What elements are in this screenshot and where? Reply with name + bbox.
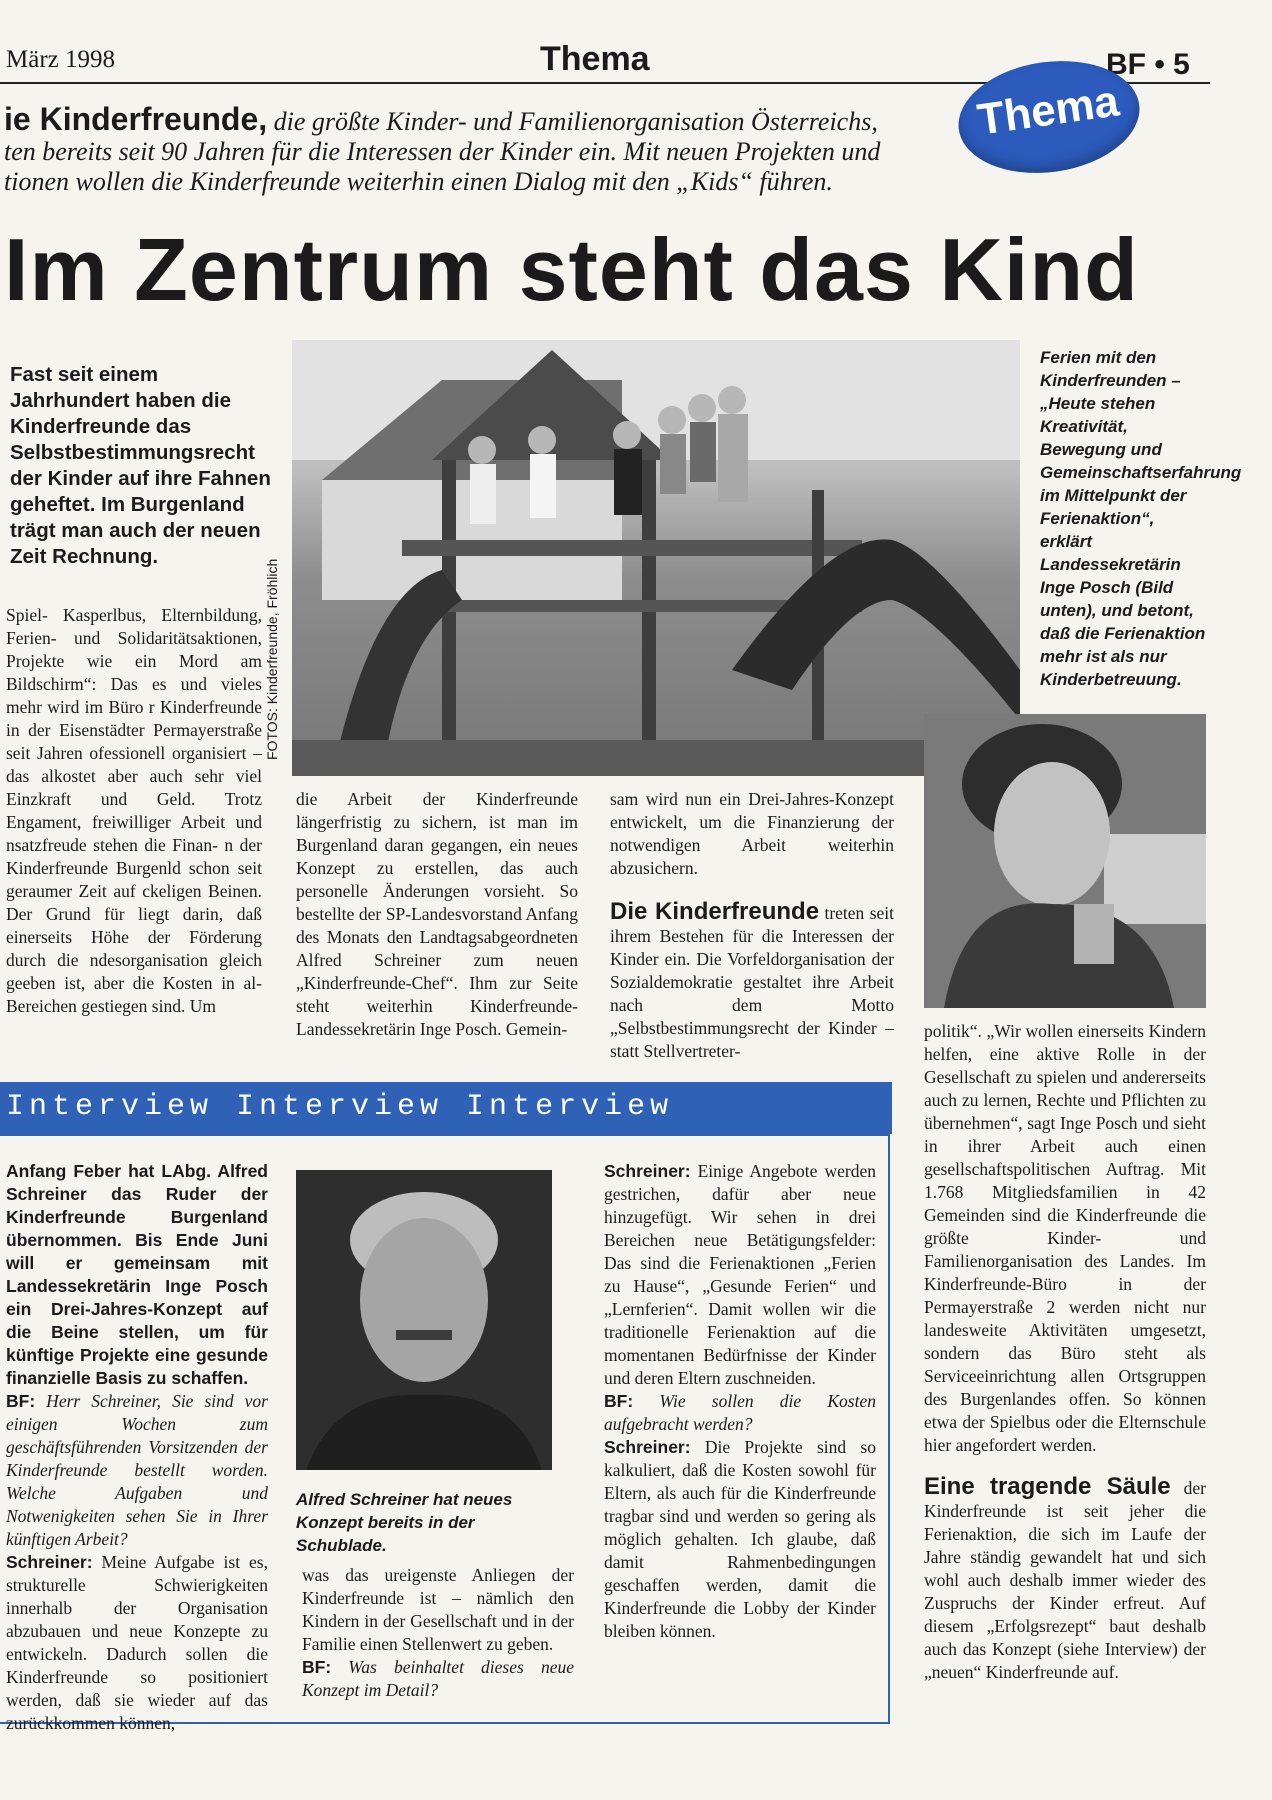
- issue-date: März 1998: [6, 46, 115, 73]
- photo-children-playground: [292, 340, 1020, 776]
- article-column-2: [296, 788, 578, 1078]
- interview-column-1: [6, 1160, 268, 1733]
- column-3-body: treten seit ihrem Bestehen für die Interessen der Kinder ein. Die Vorfeldorganisation der Sozialdemokratie gestaltet ihre Arbeit nach dem Motto „Selbstbestimmungsrecht der Kinder – statt Stellvertreter-: [610, 903, 895, 1061]
- interview-answer-2: Einige Angebote werden gestrichen, dafür aber neue hinzugefügt. Wir sehen in drei Bereichen neue Betätigungsfelder: Das sind die Ferienaktionen „Ferien zu Hause“, „Gesunde Ferien“ und „Lernferien“. Damit wollen wir die traditionelle Ferienaktion auf die momentanen Bedürfnisse der Kinder und deren Eltern zuschneiden.: [604, 1161, 876, 1388]
- intro-line-3: tionen wollen die Kinderfreunde weiterhin einen Dialog mit den „Kids“ führen.: [4, 167, 833, 196]
- interview-intro: Anfang Feber hat LAbg. Alfred Schreiner das Ruder der Kinderfreunde Burgenland übernommen. Bis Ende Juni will er gemeinsam mit Landessekretärin Inge Posch ein Drei-Jahres-Konzept auf die Beine stellen, um für künftige Projekte eine gesunde finanzielle Basis zu schaffen.: [6, 1161, 268, 1388]
- column-3-top: sam wird nun ein Drei-Jahres-Konzept entwickelt, um die Finanzierung der notwendigen Arbeit weiterhin abzusichern.: [610, 789, 894, 878]
- column-2-text: die Arbeit der Kinderfreunde längerfristig zu sichern, ist man im Burgenland daran gegangen, ein neues Konzept zu erstellen, das auch personelle Änderungen vorsieht. So bestellte der SP-Landesvorstand Anfang des Monats den Landtagsabgeordneten Alfred Schreiner zum neuen „Kinderfreunde-Chef“. Ihm zur Seite steht weiterhin Kinderfreunde-Landessekretärin Inge Posch. Gemein-: [296, 789, 578, 1039]
- interview-photo-caption: Alfred Schreiner hat neues Konzept bereits in der Schublade.: [296, 1490, 513, 1555]
- page-number: BF • 5: [1106, 48, 1190, 81]
- bf-label-2: BF:: [302, 1657, 332, 1677]
- bf-label-3: BF:: [604, 1391, 634, 1411]
- interview-mid-text: was das ureigenste Anliegen der Kinderfreunde ist – nämlich den Kindern in der Gesellschaft und in der Familie einen Stellenwert zu geben.: [302, 1565, 574, 1654]
- interview-answer-1: Meine Aufgabe ist es, strukturelle Schwierigkeiten innerhalb der Organisation abzubauen und neue Konzepte zu entwickeln. Dadurch sollen die Kinderfreunde so positioniert werden, daß sie wieder auf das zurückkommen können,: [6, 1552, 268, 1733]
- schreiner-label-2: Schreiner:: [604, 1161, 691, 1181]
- portrait-illustration: [924, 714, 1206, 1008]
- intro-line-1: die größte Kinder- und Familienorganisation Österreichs,: [267, 107, 878, 136]
- article-column-1: [6, 604, 262, 1074]
- photo-credit-text: FOTOS: Kinderfreunde, Fröhlich: [264, 558, 280, 760]
- photo-caption-ferien: Ferien mit den Kinderfreunden – „Heute stehen Kreativität, Bewegung und Gemeinschaftserfahrung im Mittelpunkt der Ferienaktion“, erklärt Landessekretärin Inge Posch (Bild unten), und betont, daß die Ferienaktion mehr ist als nur Kinderbetreuung.: [1040, 348, 1242, 689]
- interview-question-1: Herr Schreiner, Sie sind vor einigen Wochen zum geschäftsführenden Vorsitzenden der Kinderfreunde bestellt worden. Welche Aufgaben und Notwenigkeiten sehen Sie in Ihrer künftigen Arbeit?: [6, 1391, 268, 1549]
- intro-org-name: ie Kinderfreunde,: [4, 101, 268, 137]
- interview-column-3: [604, 1160, 876, 1722]
- schreiner-label-3: Schreiner:: [604, 1437, 691, 1457]
- interview-band-text: Interview Interview Interview: [6, 1090, 674, 1124]
- playground-illustration: [292, 340, 1020, 776]
- interview-column-2: [302, 1564, 574, 1724]
- subhead-tragende-saeule: Eine tragende Säule: [924, 1473, 1171, 1500]
- interview-question-3: Wie sollen die Kosten aufgebracht werden?: [604, 1391, 876, 1434]
- article-column-3: [610, 788, 894, 1078]
- schreiner-label: Schreiner:: [6, 1552, 93, 1572]
- schreiner-illustration: [296, 1170, 552, 1470]
- bf-label: BF:: [6, 1391, 36, 1411]
- headline: Im Zentrum steht das Kind: [4, 220, 1139, 319]
- lead-paragraph: Fast seit einem Jahrhundert haben die Kinderfreunde das Selbstbestimmungsrecht der Kinder auf ihre Fahnen geheftet. Im Burgenland trägt man auch der neuen Zeit Rechnung.: [10, 363, 271, 568]
- column-4-top: politik“. „Wir wollen einerseits Kindern helfen, eine aktive Rolle in der Gesellschaft zu spielen und andererseits auch zu lernen, Rechte und Pflichten zu übernehmen“, sagt Inge Posch und sieht in ihrer Arbeit auch einen gesellschaftspolitischen Auftrag. Mit 1.768 Mitgliedsfamilien in 42 Gemeinden sind die Kinderfreunde die größte Kinder- und Familienorganisation des Landes. Im Kinderfreunde-Büro in der Permayerstraße 2 werden nicht nur landesweite Aktivitäten umgesetzt, sondern das Büro steht als Serviceeinrichtung allen Ortsgruppen des Burgenlandes offen. So können etwa der Spielbus oder die Elternschule hier angefordert werden.: [924, 1021, 1206, 1455]
- intro-deck: [4, 101, 949, 197]
- column-1-text: Spiel- Kasperlbus, Elternbildung, Ferien- und Solidaritätsaktionen, Projekte wie ein Mord am Bildschirm“: Das es und vieles mehr wird im Büro r Kinderfreunde in der Eisenstädter Permayerstraße seit Jahren ofessionell organisiert – das alkostet aber auch sehr viel Einzkraft und Geld. Trotz Engament, freiwilliger Arbeit und nsatzfreude stehen die Finan- n der Kinderfreunde Burgenld schon seit geraumer Zeit auf ckeligen Beinen. Der Grund für liegt darin, daß einerseits Höhe der Förderung durch die ndesorganisation gleich geeben ist, aber die Kosten in al- Bereichen gestiegen sind. Um: [6, 605, 262, 1016]
- thema-badge-label: Thema: [974, 76, 1122, 145]
- subhead-kinderfreunde: Die Kinderfreunde: [610, 898, 820, 925]
- section-title: Thema: [540, 40, 650, 78]
- photo-alfred-schreiner: [296, 1170, 552, 1470]
- article-column-4: [924, 1020, 1206, 1780]
- intro-line-2: ten bereits seit 90 Jahren für die Interessen der Kinder ein. Mit neuen Projekten und: [4, 137, 881, 166]
- photo-credit: [262, 560, 286, 760]
- interview-answer-3: Die Projekte sind so kalkuliert, daß die Kosten sowohl für Eltern, als auch für die Kinderfreunde tragbar sind und werden so gering als möglich gehalten. Ich glaube, daß damit Rahmenbedingungen geschaffen werden, damit die Kinderfreunde die Lobby der Kinder bleiben können.: [604, 1437, 876, 1641]
- interview-question-2: Was beinhaltet dieses neue Konzept im Detail?: [302, 1657, 574, 1700]
- photo-inge-posch: [924, 714, 1206, 1008]
- column-4-body: der Kinderfreunde ist seit jeher die Ferienaktion, die sich im Laufe der Jahre ständig gewandelt hat und sich wohl auch deshalb immer wieder des Zuspruchs der Kinder erfreut. Auf diesem „Erfolgsrezept“ baut deshalb auch das Konzept (siehe Interview) der „neuen“ Kinderfreunde auf.: [924, 1478, 1206, 1682]
